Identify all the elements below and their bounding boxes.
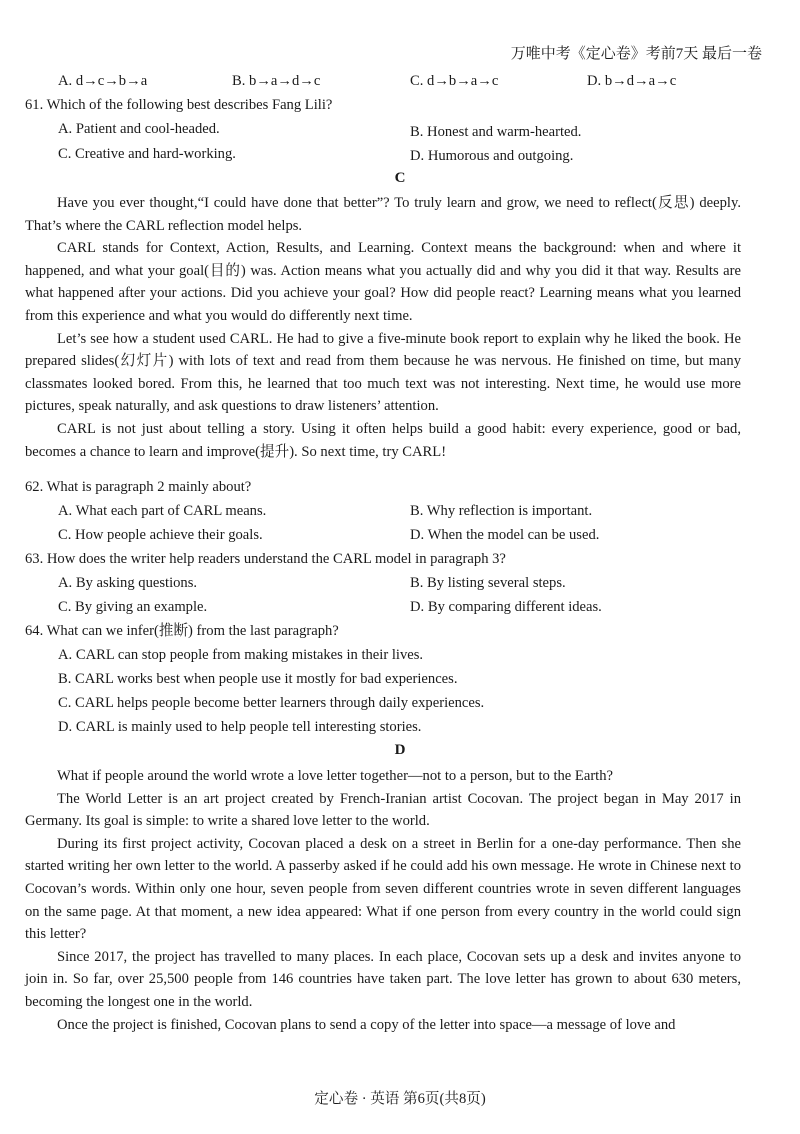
section-c-paragraph-2: CARL stands for Context, Action, Results, and Learning. Context means the background: when and where it happened, and what your goal(目的) was. Action means what you actually did and why you did it that way. Results are what happened after your actions. Did you achieve your goal? How did people react? Learning means what you learned from this experience and what you would do differently next time.: [25, 240, 741, 324]
section-d-heading: D: [394, 742, 406, 758]
section-d-paragraph-2: The World Letter is an art project created by French-Iranian artist Cocovan. The project began in May 2017 in Germany. Its goal is simple: to write a shared love letter to the world.: [25, 790, 741, 830]
q60-option-c: C. d→b→a→c: [410, 73, 499, 89]
q61-stem: 61. Which of the following best describes Fang Lili?: [25, 97, 333, 113]
q63-option-d: D. By comparing different ideas.: [410, 599, 602, 615]
q63-option-b: B. By listing several steps.: [410, 575, 566, 591]
q61-option-c: C. Creative and hard-working.: [58, 146, 236, 162]
q64-option-b: B. CARL works best when people use it mostly for bad experiences.: [58, 671, 458, 687]
section-d-passage: [25, 765, 741, 1036]
q63-stem: 63. How does the writer help readers understand the CARL model in paragraph 3?: [25, 551, 506, 567]
q62-option-b: B. Why reflection is important.: [410, 503, 593, 519]
q60-option-a: A. d→c→b→a: [58, 73, 148, 89]
q64-option-a: A. CARL can stop people from making mistakes in their lives.: [58, 647, 424, 663]
page-header: 万唯中考《定心卷》考前7天 最后一卷: [510, 46, 762, 62]
q60-option-b: B. b→a→d→c: [232, 73, 321, 89]
section-d-paragraph-1: What if people around the world wrote a love letter together—not to a person, but to the Earth?: [57, 768, 614, 784]
q62-option-d: D. When the model can be used.: [410, 527, 600, 543]
section-c-passage: [25, 192, 741, 463]
section-d-paragraph-5: Once the project is finished, Cocovan plans to send a copy of the letter into space—a message of love and: [57, 1016, 676, 1033]
q62-stem: 62. What is paragraph 2 mainly about?: [25, 479, 252, 495]
q63-option-c: C. By giving an example.: [58, 599, 208, 615]
page-footer: 定心卷 · 英语 第6页(共8页): [314, 1091, 486, 1107]
q64-option-d: D. CARL is mainly used to help people tell interesting stories.: [58, 719, 422, 735]
q64-option-c: C. CARL helps people become better learners through daily experiences.: [58, 695, 485, 711]
q61-option-b: B. Honest and warm-hearted.: [410, 124, 582, 140]
q61-option-d: D. Humorous and outgoing.: [410, 148, 574, 164]
q61-option-a: A. Patient and cool-headed.: [58, 121, 220, 137]
section-c-paragraph-1: Have you ever thought,“I could have done that better”? To truly learn and grow, we need to reflect(反思) deeply. That’s where the CARL reflection model helps.: [25, 195, 741, 234]
q62-option-c: C. How people achieve their goals.: [58, 527, 263, 543]
section-d-paragraph-3: During its first project activity, Cocovan placed a desk on a street in Berlin for a one-day performance. Then she started writing her own letter to the world. A passerby asked if he could add his own message. He wrote in Chinese next to Cocovan’s words. Within only one hour, seven people from seven different countries wrote in seven different languages on the same page. At that moment, a new idea appeared: What if one person from every country in the world could sign this letter?: [25, 835, 741, 943]
q62-option-a: A. What each part of CARL means.: [58, 503, 267, 519]
section-d-paragraph-4: Since 2017, the project has travelled to many places. In each place, Cocovan sets up a desk and invites anyone to join in. So far, over 25,500 people from 146 countries have taken part. The love letter has grown to about 630 meters, becoming the longest one in the world.: [25, 948, 741, 1010]
section-c-paragraph-4: CARL is not just about telling a story. Using it often helps build a good habit: every experience, good or bad, becomes a chance to learn and improve(提升). So next time, try CARL!: [25, 420, 741, 460]
q63-option-a: A. By asking questions.: [58, 575, 198, 591]
section-c-paragraph-3: Let’s see how a student used CARL. He had to give a five-minute book report to explain why he liked the book. He prepared slides(幻灯片) with lots of text and read from them because he was nervous. He finished on time, but many classmates looked bored. From this, he learned that too much text was not interesting. Next time, he would use more pictures, speak naturally, and ask questions to draw listeners’ attention.: [25, 330, 741, 415]
q64-stem: 64. What can we infer(推断) from the last paragraph?: [25, 623, 339, 639]
section-c-heading: C: [394, 170, 406, 186]
q60-option-d: D. b→d→a→c: [587, 73, 677, 89]
